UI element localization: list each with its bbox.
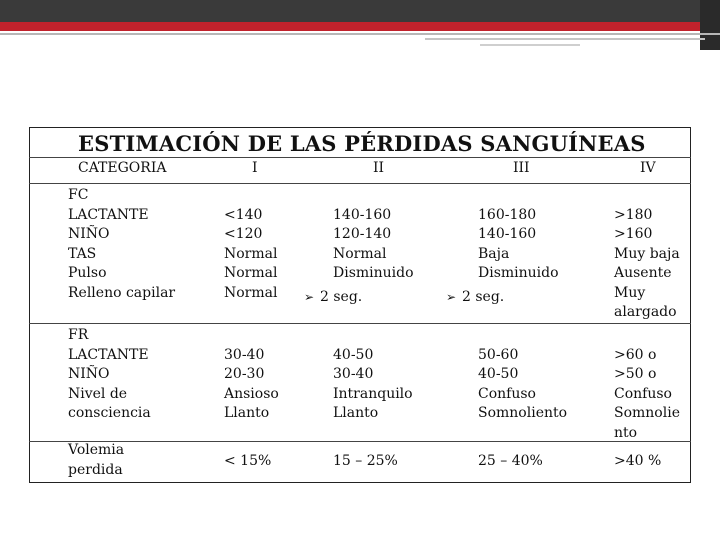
row1-iii-line: Disminuido bbox=[478, 265, 559, 281]
page-title: ESTIMACIÓN DE LAS PÉRDIDAS SANGUÍNEAS bbox=[78, 131, 646, 156]
row1-iv-line: Muy baja bbox=[614, 245, 680, 262]
row2-ii-line: Llanto bbox=[333, 405, 379, 421]
row1-iii-line: 140-160 bbox=[478, 226, 537, 242]
row2-ii-line: 30-40 bbox=[333, 366, 374, 382]
row2-i-line: Ansioso bbox=[224, 385, 279, 402]
header-bar-dark bbox=[0, 0, 720, 22]
header-bar-dark-right bbox=[700, 0, 720, 50]
header-i: I bbox=[252, 160, 258, 176]
row2-i-line: 20-30 bbox=[224, 366, 265, 382]
row2-iii-cell bbox=[478, 346, 567, 424]
row1-i-cell bbox=[224, 206, 277, 304]
row-divider-2 bbox=[29, 441, 691, 442]
row1-iv-cell bbox=[614, 206, 680, 323]
row1-label-line: Relleno capilar bbox=[68, 284, 176, 301]
row1-i-line: Normal bbox=[224, 265, 278, 281]
row1-label-line: LACTANTE bbox=[68, 206, 149, 223]
row2-ii-line: Intranquilo bbox=[333, 385, 413, 402]
row1-ii-line: Normal bbox=[333, 245, 387, 262]
row1-label-line: Pulso bbox=[68, 265, 107, 281]
row2-iii-line: 50-60 bbox=[478, 346, 519, 363]
row1-iv-line: Ausente bbox=[614, 265, 672, 281]
row2-iv-cell bbox=[614, 346, 680, 444]
row2-label-line: consciencia bbox=[68, 405, 151, 421]
header-iv: IV bbox=[640, 160, 656, 176]
arrow-bullet-icon: ➢ bbox=[304, 290, 315, 304]
row1-iii-line: 160-180 bbox=[478, 206, 537, 223]
row2-iv-line: nto bbox=[614, 424, 638, 441]
row2-label-line: Nivel de bbox=[68, 385, 128, 402]
row2-i-line: 30-40 bbox=[224, 346, 265, 363]
row3-iv-cell: >40 % bbox=[614, 453, 662, 469]
row2-label-line: FR bbox=[68, 327, 89, 343]
row2-label-cell bbox=[68, 326, 151, 424]
row1-label-cell bbox=[68, 186, 175, 303]
row3-label-line: perdida bbox=[68, 461, 123, 478]
row2-label-line: NIÑO bbox=[68, 366, 110, 382]
row1-i-line: Normal bbox=[224, 284, 278, 301]
row1-iii-bullet-text: 2 seg. bbox=[462, 289, 505, 305]
row2-label-line: LACTANTE bbox=[68, 346, 149, 363]
row1-i-line: <140 bbox=[224, 206, 263, 223]
row1-i-line: <120 bbox=[224, 226, 263, 242]
row1-iv-line: >180 bbox=[614, 206, 653, 223]
row1-iii-cell bbox=[478, 206, 559, 284]
title-divider bbox=[29, 157, 691, 158]
arrow-bullet-icon: ➢ bbox=[446, 290, 457, 304]
row1-ii-bullet bbox=[304, 288, 362, 308]
header-ii: II bbox=[373, 160, 385, 176]
row1-iv-line: Muy bbox=[614, 284, 646, 301]
row2-iii-line: Somnoliento bbox=[478, 405, 568, 421]
row2-iv-line: Confuso bbox=[614, 385, 672, 402]
row2-iv-line: >50 o bbox=[614, 366, 657, 382]
row1-i-line: Normal bbox=[224, 245, 278, 262]
row1-iii-bullet bbox=[446, 288, 504, 308]
row3-i-cell: < 15% bbox=[224, 453, 272, 469]
row2-iv-line: >60 o bbox=[614, 346, 657, 363]
row1-ii-cell bbox=[333, 206, 414, 284]
row2-iv-line: Somnolie bbox=[614, 405, 680, 421]
row2-iii-line: 40-50 bbox=[478, 366, 519, 382]
header-rule-3 bbox=[480, 44, 580, 46]
row2-ii-line: 40-50 bbox=[333, 346, 374, 363]
row-divider-1 bbox=[29, 323, 691, 324]
row3-label-line: Volemia bbox=[68, 442, 125, 458]
row1-ii-line: Disminuido bbox=[333, 265, 414, 281]
header-categoria: CATEGORIA bbox=[78, 160, 167, 176]
header-bar-red bbox=[0, 22, 720, 31]
row2-ii-cell bbox=[333, 346, 413, 424]
row1-label-line: TAS bbox=[68, 245, 97, 262]
row3-iii-cell: 25 – 40% bbox=[478, 453, 543, 469]
row3-ii-cell: 15 – 25% bbox=[333, 453, 398, 469]
row2-i-line: Llanto bbox=[224, 405, 270, 421]
row2-i-cell bbox=[224, 346, 279, 424]
row1-iv-line: >160 bbox=[614, 226, 653, 242]
row1-ii-line: 140-160 bbox=[333, 206, 392, 223]
row1-label-line: NIÑO bbox=[68, 226, 110, 242]
row1-iii-line: Baja bbox=[478, 245, 510, 262]
header-rule-1 bbox=[0, 33, 720, 35]
row1-ii-bullet-text: 2 seg. bbox=[320, 289, 363, 305]
row2-iii-line: Confuso bbox=[478, 385, 536, 402]
header-iii: III bbox=[513, 160, 530, 176]
row3-label-cell bbox=[68, 441, 124, 480]
header-divider bbox=[29, 183, 691, 184]
row1-iv-line: alargado bbox=[614, 304, 677, 320]
row1-ii-line: 120-140 bbox=[333, 226, 392, 242]
row1-label-line: FC bbox=[68, 187, 89, 203]
header-rule-2 bbox=[425, 38, 705, 40]
